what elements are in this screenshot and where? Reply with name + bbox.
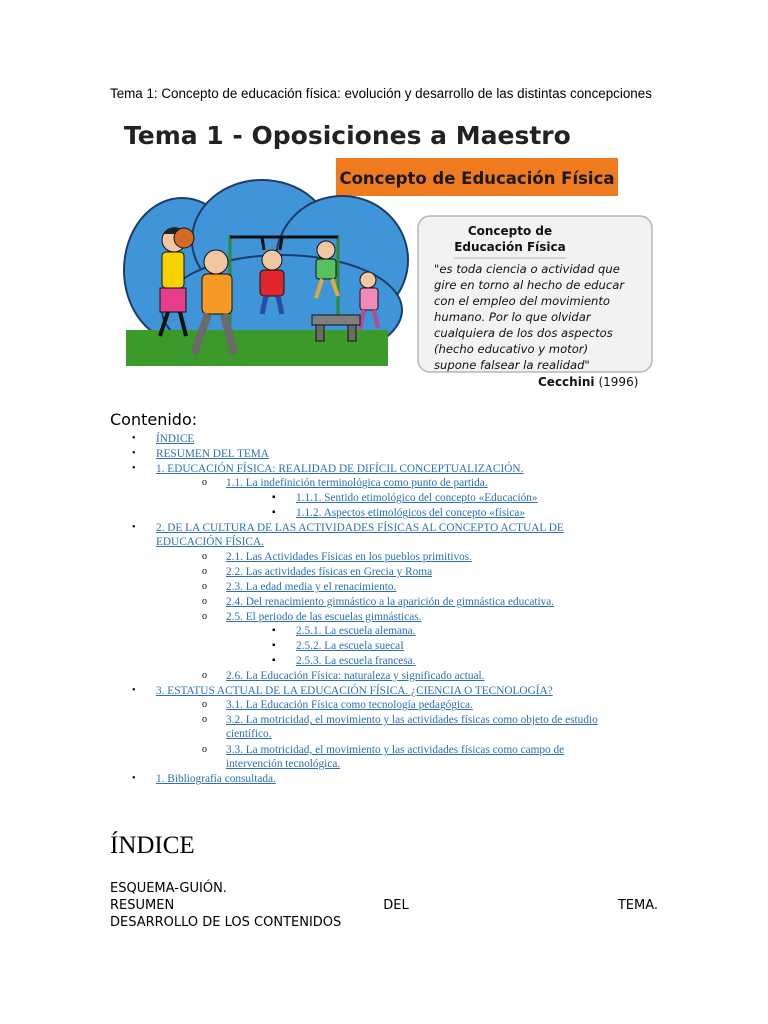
svg-text:cualquiera de los dos aspectos: cualquiera de los dos aspectos: [434, 326, 613, 340]
toc-bullet: •: [132, 684, 136, 696]
tema-word: TEMA.: [617, 898, 658, 913]
toc-link[interactable]: [226, 743, 564, 771]
toc-link[interactable]: [156, 772, 276, 786]
toc-link-text: 1.1. La indefinición terminológica como punto de partida.: [226, 477, 488, 490]
desarrollo-line: DESARROLLO DE LOS CONTENIDOS: [110, 915, 342, 930]
resumen-word: RESUMEN: [110, 898, 175, 913]
quote-title-line2: Educación Física: [454, 240, 566, 254]
toc-link-text: 2.4. Del renacimiento gimnástico a la aparición de gimnástica educativa.: [226, 595, 555, 608]
toc-bullet: o: [202, 610, 207, 622]
toc-bullet: o: [202, 595, 207, 607]
toc-link-text: 2. DE LA CULTURA DE LAS ACTIVIDADES FÍSICAS AL CONCEPTO ACTUAL DE: [156, 521, 564, 534]
toc-bullet: ▪: [272, 655, 276, 666]
toc-bullet: o: [202, 669, 207, 681]
toc-bullet: o: [202, 551, 207, 563]
toc-link[interactable]: [226, 698, 473, 712]
toc-bullet: ▪: [272, 492, 276, 504]
toc-link-text: 3. ESTATUS ACTUAL DE LA EDUCACIÓN FÍSICA. ¿CIENCIA O TECNOLOGÍA?: [156, 684, 553, 697]
toc-bullet: •: [132, 433, 136, 444]
toc-bullet: o: [202, 699, 207, 711]
toc-link-text-continued: EDUCACIÓN FÍSICA.: [156, 535, 264, 548]
toc-bullet: o: [202, 581, 207, 592]
toc-link-text: 2.5.3. La escuela francesa.: [296, 655, 416, 667]
toc-link-text: 2.1. Las Actividades Físicas en los pueblos primitivos.: [226, 551, 472, 564]
banner-text: Concepto de Educación Física: [339, 169, 615, 188]
toc-link[interactable]: [296, 506, 525, 520]
toc-link-text: 2.2. Las actividades físicas en Grecia y Roma: [226, 566, 433, 579]
toc-link-text: 2.5.2. La escuela suecaI: [296, 640, 404, 653]
toc-link-text: 1.1.2. Aspectos etimológicos del concepto «física»: [296, 507, 526, 519]
toc-link[interactable]: [226, 580, 396, 594]
svg-text:humano. Por lo que olvidar: humano. Por lo que olvidar: [434, 310, 591, 324]
toc-bullet: •: [132, 462, 136, 474]
toc-link-text: RESUMEN DEL TEMA: [156, 447, 269, 460]
toc-link[interactable]: [156, 521, 564, 549]
toc-link-text: 3.3. La motricidad, el movimiento y las actividades físicas como campo de: [226, 743, 565, 756]
toc-bullet: •: [132, 521, 136, 533]
toc-link[interactable]: [226, 565, 432, 579]
toc-link[interactable]: [226, 713, 598, 741]
quote-author: Cecchini (1996): [538, 375, 639, 389]
toc-link-text: 2.6. La Educación Física: naturaleza y significado actual.: [226, 669, 485, 682]
esquema-guion: ESQUEMA-GUIÓN.: [110, 881, 227, 896]
svg-text:"es toda ciencia o actividad q: "es toda ciencia o actividad que: [434, 262, 620, 276]
toc-link-text: 1. EDUCACIÓN FÍSICA: REALIDAD DE DIFÍCIL CONCEPTUALIZACIÓN.: [156, 462, 524, 475]
illustration-heading: Tema 1 - Oposiciones a Maestro: [124, 121, 571, 150]
toc-link-text-continued: científico.: [226, 728, 272, 741]
toc-link-text: 3.2. La motricidad, el movimiento y las actividades físicas como objeto de estudio: [226, 714, 598, 727]
toc-link[interactable]: [226, 476, 488, 490]
svg-text:gire en torno al hecho de educ: gire en torno al hecho de educar: [434, 278, 625, 292]
toc-bullet: ▪: [272, 640, 276, 652]
toc-link-text: ÍNDICE: [156, 433, 195, 445]
indice-heading: ÍNDICE: [110, 832, 195, 859]
svg-text:supone falsear la realidad": supone falsear la realidad": [434, 358, 590, 372]
tema-illustration: [112, 110, 660, 400]
svg-text:con el empleo del movimiento: con el empleo del movimiento: [434, 294, 610, 308]
toc-link-text: 2.5. El periodo de las escuelas gimnásticas.: [226, 610, 422, 623]
toc-link[interactable]: [156, 432, 194, 446]
toc-link[interactable]: [156, 462, 523, 476]
toc-bullet: •: [132, 447, 136, 459]
document-title: Tema 1: Concepto de educación física: evolución y desarrollo de las distintas concepciones: [110, 86, 652, 101]
toc-link[interactable]: [226, 595, 554, 609]
toc-link-text-continued: intervención tecnológica.: [226, 757, 341, 770]
toc-link[interactable]: [226, 669, 484, 683]
toc-bullet: o: [202, 743, 207, 755]
resumen-del-tema-line: [110, 897, 658, 915]
toc-link[interactable]: [296, 624, 416, 638]
toc-bullet: •: [132, 773, 136, 785]
toc-link[interactable]: [226, 610, 421, 624]
del-word: DEL: [383, 898, 409, 913]
quote-title-line1: Concepto de: [467, 224, 553, 238]
toc-link-text: 3.1. La Educación Física como tecnología pedagógica.: [226, 699, 473, 712]
toc-link[interactable]: [156, 447, 269, 461]
toc-link[interactable]: [296, 654, 416, 668]
contenido-heading: Contenido:: [110, 410, 198, 429]
toc-bullet: o: [202, 477, 207, 489]
toc-bullet: o: [202, 714, 207, 726]
toc-link-text: 1.1.1. Sentido etimológico del concepto «Educación»: [296, 492, 538, 505]
toc-bullet: ▪: [272, 507, 276, 518]
toc-bullet: o: [202, 566, 207, 578]
toc-link[interactable]: [296, 491, 538, 505]
toc-link-text: 2.3. La edad media y el renacimiento.: [226, 581, 397, 593]
toc-link-text: 1. Bibliografía consultada.: [156, 773, 276, 786]
toc-link[interactable]: [156, 684, 553, 698]
toc-link[interactable]: [226, 550, 472, 564]
svg-text:(hecho educativo y motor): (hecho educativo y motor): [434, 342, 589, 356]
toc-bullet: ▪: [272, 625, 276, 637]
toc-link[interactable]: [296, 639, 404, 653]
toc-link-text: 2.5.1. La escuela alemana.: [296, 625, 416, 638]
